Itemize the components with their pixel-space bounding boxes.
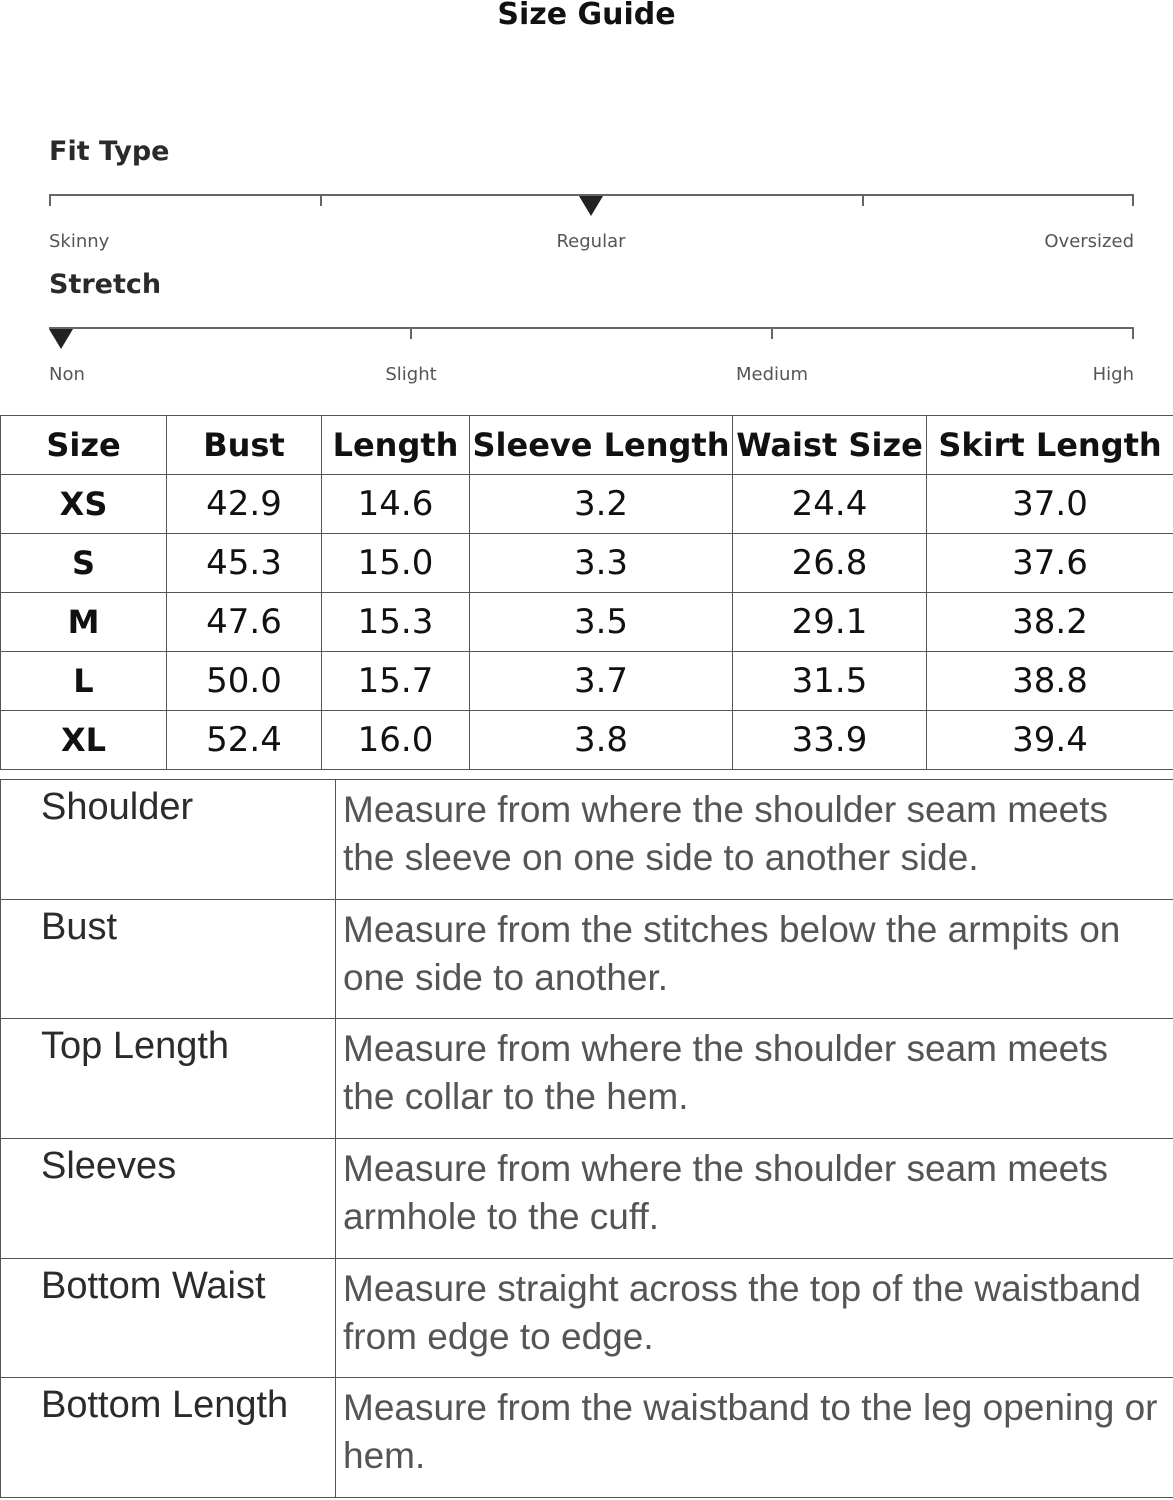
length-cell: 15.7 (322, 652, 470, 711)
size-cell: S (1, 534, 167, 593)
sleeve-length-cell: 3.8 (470, 711, 733, 770)
fit-type-option: Oversized (1044, 231, 1134, 252)
column-header: Length (322, 416, 470, 475)
table-row (1, 475, 1173, 534)
skirt-length-cell: 38.8 (927, 652, 1173, 711)
length-cell: 16.0 (322, 711, 470, 770)
measurement-row (1, 780, 1173, 900)
length-cell: 15.3 (322, 593, 470, 652)
table-row (1, 534, 1173, 593)
fit-type-marker-icon (579, 196, 603, 216)
bust-cell: 47.6 (167, 593, 322, 652)
waist-size-cell: 29.1 (733, 593, 927, 652)
measurement-row (1, 1019, 1173, 1139)
measurement-description: Measure from where the shoulder seam meets the sleeve on one side to another side. (336, 780, 1173, 900)
column-header: Waist Size (733, 416, 927, 475)
stretch-scale-line (49, 327, 1134, 329)
size-table (0, 415, 1173, 770)
size-cell: XL (1, 711, 167, 770)
column-header: Bust (167, 416, 322, 475)
measurement-table (0, 779, 1173, 1498)
measurement-name: Bottom Length (1, 1378, 336, 1498)
waist-size-cell: 24.4 (733, 475, 927, 534)
stretch-marker-icon (49, 329, 73, 349)
stretch-option: High (1092, 364, 1134, 385)
skirt-length-cell: 39.4 (927, 711, 1173, 770)
waist-size-cell: 31.5 (733, 652, 927, 711)
waist-size-cell: 26.8 (733, 534, 927, 593)
stretch-label: Stretch (49, 269, 162, 300)
measurement-description: Measure from where the shoulder seam meets the collar to the hem. (336, 1019, 1173, 1139)
length-cell: 14.6 (322, 475, 470, 534)
measurement-name: Bust (1, 899, 336, 1019)
sleeve-length-cell: 3.3 (470, 534, 733, 593)
table-row (1, 711, 1173, 770)
skirt-length-cell: 37.6 (927, 534, 1173, 593)
skirt-length-cell: 38.2 (927, 593, 1173, 652)
stretch-tick (1132, 327, 1134, 339)
bust-cell: 42.9 (167, 475, 322, 534)
column-header: Size (1, 416, 167, 475)
fit-type-label: Fit Type (49, 136, 170, 167)
measurement-row (1, 1139, 1173, 1259)
column-header: Skirt Length (927, 416, 1173, 475)
sleeve-length-cell: 3.5 (470, 593, 733, 652)
measurement-row (1, 1258, 1173, 1378)
measurement-name: Sleeves (1, 1139, 336, 1259)
measurement-name: Top Length (1, 1019, 336, 1139)
measurement-description: Measure from where the shoulder seam meets armhole to the cuff. (336, 1139, 1173, 1259)
measurement-description: Measure from the waistband to the leg opening or hem. (336, 1378, 1173, 1498)
table-row (1, 593, 1173, 652)
waist-size-cell: 33.9 (733, 711, 927, 770)
measurement-row (1, 1378, 1173, 1498)
bust-cell: 52.4 (167, 711, 322, 770)
skirt-length-cell: 37.0 (927, 475, 1173, 534)
measurement-description: Measure straight across the top of the waistband from edge to edge. (336, 1258, 1173, 1378)
measurement-name: Bottom Waist (1, 1258, 336, 1378)
bust-cell: 45.3 (167, 534, 322, 593)
stretch-tick (410, 327, 412, 339)
fit-type-tick (862, 194, 864, 206)
stretch-option: Non (49, 364, 85, 385)
size-cell: L (1, 652, 167, 711)
stretch-tick (771, 327, 773, 339)
size-cell: XS (1, 475, 167, 534)
stretch-option: Slight (385, 364, 437, 385)
fit-type-option: Regular (556, 231, 626, 252)
fit-type-tick (320, 194, 322, 206)
size-table-header-row (1, 416, 1173, 475)
bust-cell: 50.0 (167, 652, 322, 711)
stretch-option: Medium (736, 364, 808, 385)
column-header: Sleeve Length (470, 416, 733, 475)
fit-type-tick (1132, 194, 1134, 206)
fit-type-tick (49, 194, 51, 206)
measurement-name: Shoulder (1, 780, 336, 900)
measurement-description: Measure from the stitches below the armpits on one side to another. (336, 899, 1173, 1019)
table-row (1, 652, 1173, 711)
sleeve-length-cell: 3.2 (470, 475, 733, 534)
measurement-row (1, 899, 1173, 1019)
fit-type-option: Skinny (49, 231, 110, 252)
size-cell: M (1, 593, 167, 652)
length-cell: 15.0 (322, 534, 470, 593)
page-title: Size Guide (497, 0, 676, 32)
sleeve-length-cell: 3.7 (470, 652, 733, 711)
